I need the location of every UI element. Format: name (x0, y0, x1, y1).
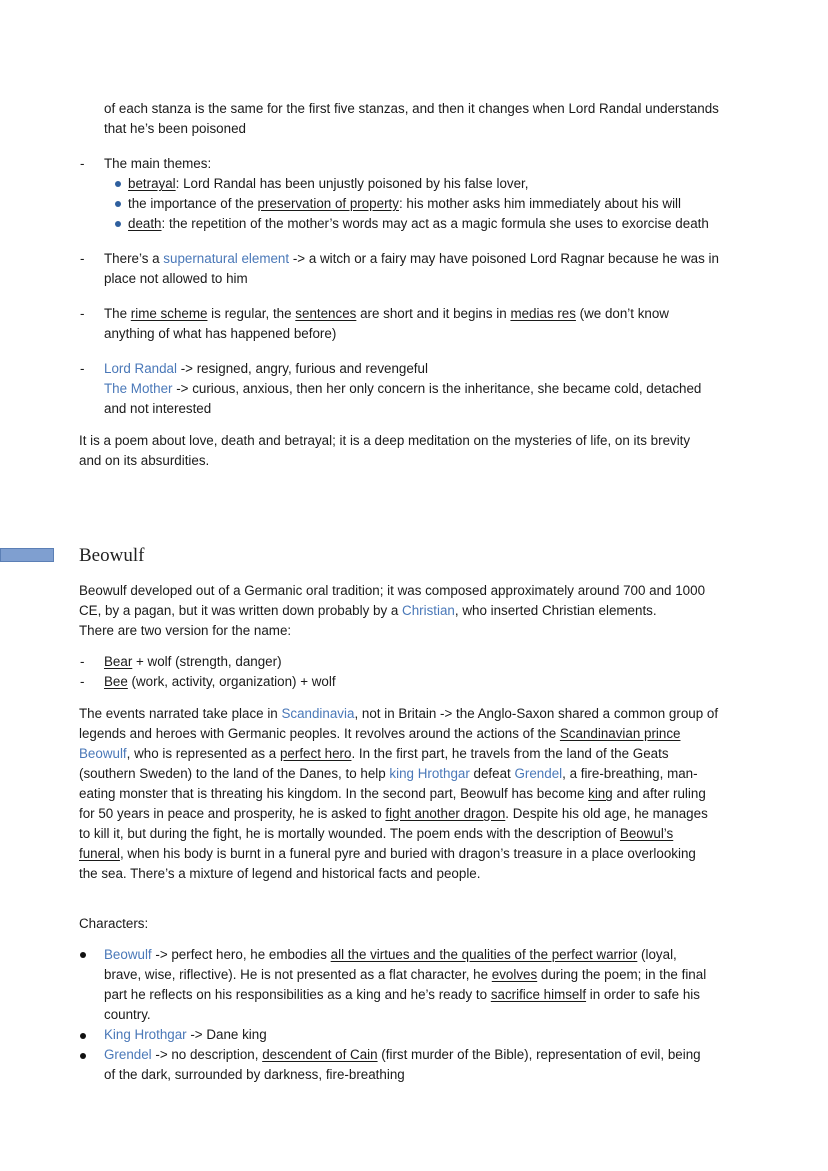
dash-bullet: - (80, 306, 85, 321)
text: (first murder of the Bible), representation of evil, being (377, 1047, 701, 1062)
text: during the poem; in the final (537, 967, 707, 982)
stanza-paragraph (104, 99, 719, 139)
text: for 50 years in peace and prosperity, he is asked to (79, 806, 386, 821)
themes-heading (104, 154, 211, 174)
text: (we don’t know (575, 306, 669, 321)
paragraph-line: and not interested (104, 401, 212, 416)
supernatural-term: supernatural element (163, 251, 290, 266)
character-line (104, 1025, 706, 1045)
character-desc: -> curious, anxious, then her only concern is the inheritance, she became cold, detached (172, 381, 702, 396)
supernatural-paragraph (104, 249, 719, 289)
text: There’s a (104, 251, 164, 266)
events-paragraph (79, 704, 718, 884)
character-name: Beowulf (104, 947, 152, 962)
character-name: The Mother (104, 381, 173, 396)
paragraph-line (104, 379, 701, 399)
text: to kill it, but during the fight, he is mortally wounded. The poem ends with the description of (79, 826, 620, 841)
text: , not in Britain -> the Anglo-Saxon shared a common group of (354, 706, 719, 721)
theme-term: betrayal (128, 176, 176, 191)
beowulf-term: Beowulf (79, 746, 127, 761)
name-version-item (104, 652, 336, 672)
character-name: Lord Randal (104, 361, 177, 376)
text: in order to safe his (586, 987, 700, 1002)
character-line (104, 965, 706, 985)
name-versions (104, 652, 336, 692)
paragraph-line (79, 764, 718, 784)
text: -> a witch or a fairy may have poisoned Lord Ragnar because he was in (289, 251, 719, 266)
text: The (104, 306, 131, 321)
paragraph-line: and on its absurdities. (79, 453, 210, 468)
text: part he reflects on his responsibilities as a king and he’s ready to (104, 987, 491, 1002)
text: , who is represented as a (126, 746, 280, 761)
evolves-term: evolves (491, 967, 538, 982)
text: , a fire-breathing, man- (562, 766, 698, 781)
theme-item (128, 174, 709, 194)
scandinavia-term: Scandinavia (281, 706, 355, 721)
paragraph-line (79, 844, 718, 864)
character-desc: -> resigned, angry, furious and revengeful (176, 361, 428, 376)
theme-desc: : his mother asks him immediately about his will (398, 196, 681, 211)
text: (loyal, (637, 947, 677, 962)
dragon-term: fight another dragon (385, 806, 506, 821)
bullet-icon (80, 952, 86, 958)
paragraph-line (79, 704, 718, 724)
theme-item (128, 194, 709, 214)
text: The events narrated take place in (79, 706, 282, 721)
theme-term: preservation of property (257, 196, 399, 211)
paragraph-line (104, 359, 701, 379)
character-line: country. (104, 1007, 151, 1022)
text: brave, wise, riflective). He is not presented as a flat character, he (104, 967, 492, 982)
character-line: of the dark, surrounded by darkness, fire-breathing (104, 1067, 405, 1082)
text: is regular, the (207, 306, 296, 321)
paragraph-line (104, 304, 669, 324)
dash-bullet: - (80, 654, 85, 669)
character-line (104, 1045, 706, 1065)
paragraph-line: place not allowed to him (104, 271, 248, 286)
perfect-hero-term: perfect hero (279, 746, 352, 761)
text: CE, by a pagan, but it was written down probably by a (79, 603, 403, 618)
characters-heading (79, 914, 148, 934)
paragraph-line: Beowulf developed out of a Germanic oral tradition; it was composed approximately around 700 and 1000 (79, 583, 706, 598)
theme-bullet-icon (115, 201, 121, 207)
dash-bullet: - (80, 674, 85, 689)
text: and after ruling (612, 786, 706, 801)
theme-item (128, 214, 709, 234)
paragraph-line (79, 601, 705, 621)
rime-paragraph (104, 304, 669, 344)
bullet-icon (80, 1053, 86, 1059)
character-name: King Hrothgar (104, 1027, 187, 1042)
summary-paragraph (79, 431, 690, 471)
text: -> no description, (151, 1047, 263, 1062)
text: are short and it begins in (356, 306, 511, 321)
themes-list (128, 174, 709, 234)
character-line (104, 985, 706, 1005)
text: legends and heroes with Germanic peoples. It revolves around the actions of the (79, 726, 560, 741)
paragraph-line: There are two version for the name: (79, 623, 292, 638)
king-term: king (588, 786, 613, 801)
cain-term: descendent of Cain (262, 1047, 378, 1062)
paragraph-line: of each stanza is the same for the first five stanzas, and then it changes when Lord Randal understands (104, 101, 719, 116)
text: + wolf (strength, danger) (132, 654, 282, 669)
text: -> perfect hero, he embodies (151, 947, 331, 962)
paragraph-line (79, 744, 718, 764)
text: (work, activity, organization) + wolf (127, 674, 336, 689)
name-version-item (104, 672, 336, 692)
text: , when his body is burnt in a funeral pyre and buried with dragon’s treasure in a place overlooking (119, 846, 696, 861)
theme-term: death (128, 216, 162, 231)
character-name: Grendel (104, 1047, 152, 1062)
scandinavian-prince-term: Scandinavian prince (559, 726, 681, 741)
theme-desc: : the repetition of the mother’s words may act as a magic formula she uses to exorcise death (161, 216, 709, 231)
theme-bullet-icon (115, 181, 121, 187)
rime-scheme-term: rime scheme (130, 306, 208, 321)
paragraph-line (79, 784, 718, 804)
christian-term: Christian (402, 603, 455, 618)
medias-res-term: medias res (510, 306, 576, 321)
virtues-term: all the virtues and the qualities of the perfect warrior (330, 947, 638, 962)
theme-pre: the importance of the (128, 196, 258, 211)
paragraph-line (79, 824, 718, 844)
funeral-term: funeral (79, 846, 120, 861)
paragraph-line: the sea. There’s a mixture of legend and historical facts and people. (79, 866, 481, 881)
paragraph-line: It is a poem about love, death and betrayal; it is a deep meditation on the mysteries of life, on its brevity (79, 433, 691, 448)
theme-desc: : Lord Randal has been unjustly poisoned by his false lover, (175, 176, 529, 191)
text: . Despite his old age, he manages (505, 806, 708, 821)
dash-bullet: - (80, 251, 85, 266)
themes-heading-text: The main themes: (104, 156, 212, 171)
characters-heading-text: Characters: (79, 916, 149, 931)
paragraph-line (79, 724, 718, 744)
beowulf-intro (79, 581, 705, 641)
theme-bullet-icon (115, 221, 121, 227)
beowul-term: Beowul’s (619, 826, 674, 841)
text: . In the first part, he travels from the land of the Geats (351, 746, 669, 761)
text: defeat (469, 766, 515, 781)
king-hrothgar-term: king Hrothgar (389, 766, 470, 781)
name-term: Bear (104, 654, 133, 669)
bullet-icon (80, 1033, 86, 1039)
sacrifice-term: sacrifice himself (490, 987, 587, 1002)
dash-bullet: - (80, 156, 85, 171)
dash-bullet: - (80, 361, 85, 376)
paragraph-line: that he’s been poisoned (104, 121, 246, 136)
text: -> Dane king (186, 1027, 267, 1042)
grendel-term: Grendel (514, 766, 563, 781)
character-line (104, 945, 706, 965)
sentences-term: sentences (295, 306, 357, 321)
paragraph-line (79, 804, 718, 824)
characters-list (104, 945, 706, 1085)
text: (southern Sweden) to the land of the Danes, to help (79, 766, 390, 781)
text: eating monster that is threating his kingdom. In the second part, Beowulf has become (79, 786, 589, 801)
name-term: Bee (104, 674, 128, 689)
text: , who inserted Christian elements. (454, 603, 657, 618)
section-marker (0, 548, 54, 562)
paragraph-line: anything of what has happened before) (104, 326, 337, 341)
characters-lord-randal (104, 359, 701, 419)
section-heading: Beowulf (79, 545, 145, 566)
paragraph-line (104, 249, 719, 269)
